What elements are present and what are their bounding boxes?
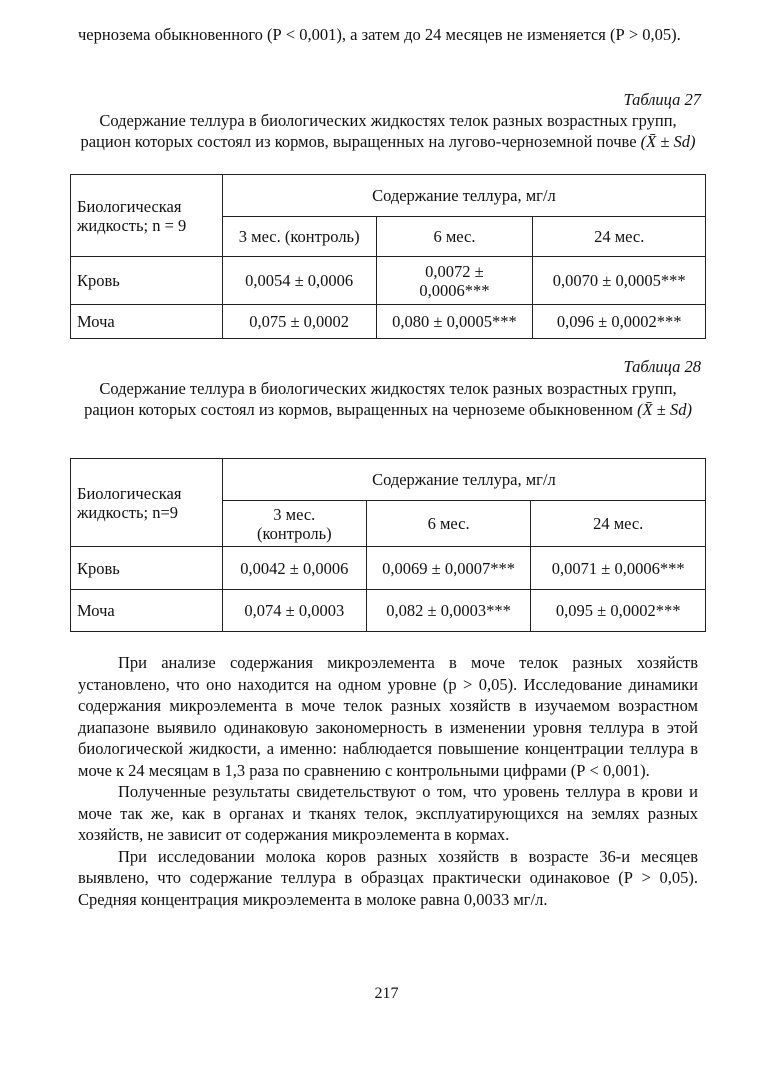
table27-label: Таблица 27 [623,90,701,109]
table28-cell: 0,082 ± 0,0003*** [366,590,531,632]
table27-header-liquid: Биологическая жидкость; n = 9 [71,175,223,257]
table28-caption [80,378,696,420]
table27-row-name: Кровь [71,257,223,305]
table27-cell: 0,080 ± 0,0005*** [376,305,533,339]
table-row [71,547,706,590]
table27-subheader: 24 мес. [533,217,706,257]
table28-cell: 0,0069 ± 0,0007*** [366,547,531,590]
table28-caption-text: Содержание теллура в биологических жидкостях телок разных возрастных групп, рацион которых состоял из кормов, выращенных на черноземе обыкновенном [84,379,677,419]
table28-subheader: 24 мес. [531,501,706,547]
table28-cell: 0,0071 ± 0,0006*** [531,547,706,590]
table-row [71,590,706,632]
table28-subheader: 3 мес. (контроль) [222,501,366,547]
intro-paragraph: чернозема обыкновенного (Р < 0,001), а затем до 24 месяцев не изменяется (Р > 0,05). [78,25,681,44]
table27 [70,174,706,339]
table27-cell: 0,075 ± 0,0002 [222,305,376,339]
table27-row-name: Моча [71,305,223,339]
table28-cell: 0,074 ± 0,0003 [222,590,366,632]
table27-caption-text: Содержание теллура в биологических жидкостях телок разных возрастных групп, рацион которых состоял из кормов, выращенных на лугово-черноземной почве [80,111,677,151]
table27-cell: 0,0054 ± 0,0006 [222,257,376,305]
table27-cell: 0,0072 ± 0,0006*** [376,257,533,305]
table27-caption [80,110,696,152]
table28-subheader: 6 мес. [366,501,531,547]
table27-subheader: 3 мес. (контроль) [222,217,376,257]
body-text [78,652,698,910]
table28-row-name: Моча [71,590,223,632]
paragraph: При анализе содержания микроэлемента в моче телок разных хозяйств установлено, что оно находится на одном уровне (р > 0,05). Исследование динамики содержания микроэлемента в моче телок разных хозяйств в изучаемом возрастном диапазоне выявило одинаковую закономерность в изменении уровня теллура в этой биологической жидкости, а именно: наблюдается повышение концентрации теллура в моче к 24 месяцам в 1,3 раза по сравнению с контрольными цифрами (Р < 0,001). [78,653,698,780]
table-row [71,257,706,305]
table28-cell: 0,095 ± 0,0002*** [531,590,706,632]
table28-caption-formula: (X̄ ± Sd) [637,400,692,419]
paragraph: Полученные результаты свидетельствуют о том, что уровень теллура в крови и моче так же, как в органах и тканях телок, эксплуатирующихся на землях разных хозяйств, не зависит от содержания микроэлемента в кормах. [78,782,698,844]
table28-label: Таблица 28 [623,357,701,376]
table27-header-group: Содержание теллура, мг/л [222,175,705,217]
table28-header-group: Содержание теллура, мг/л [222,459,705,501]
table27-caption-formula: (X̄ ± Sd) [640,132,696,151]
table27-cell: 0,096 ± 0,0002*** [533,305,706,339]
table28-row-name: Кровь [71,547,223,590]
table27-cell: 0,0070 ± 0,0005*** [533,257,706,305]
table28 [70,458,706,632]
table-row [71,305,706,339]
table27-subheader: 6 мес. [376,217,533,257]
page-number: 217 [374,985,399,1002]
table28-header-liquid: Биологическая жидкость; n=9 [71,459,223,547]
paragraph: При исследовании молока коров разных хозяйств в возрасте 36-и месяцев выявлено, что содержание теллура в образцах практически одинаковое (Р > 0,05). Средняя концентрация микроэлемента в молоке равна 0,0033 мг/л. [78,846,698,909]
table28-cell: 0,0042 ± 0,0006 [222,547,366,590]
